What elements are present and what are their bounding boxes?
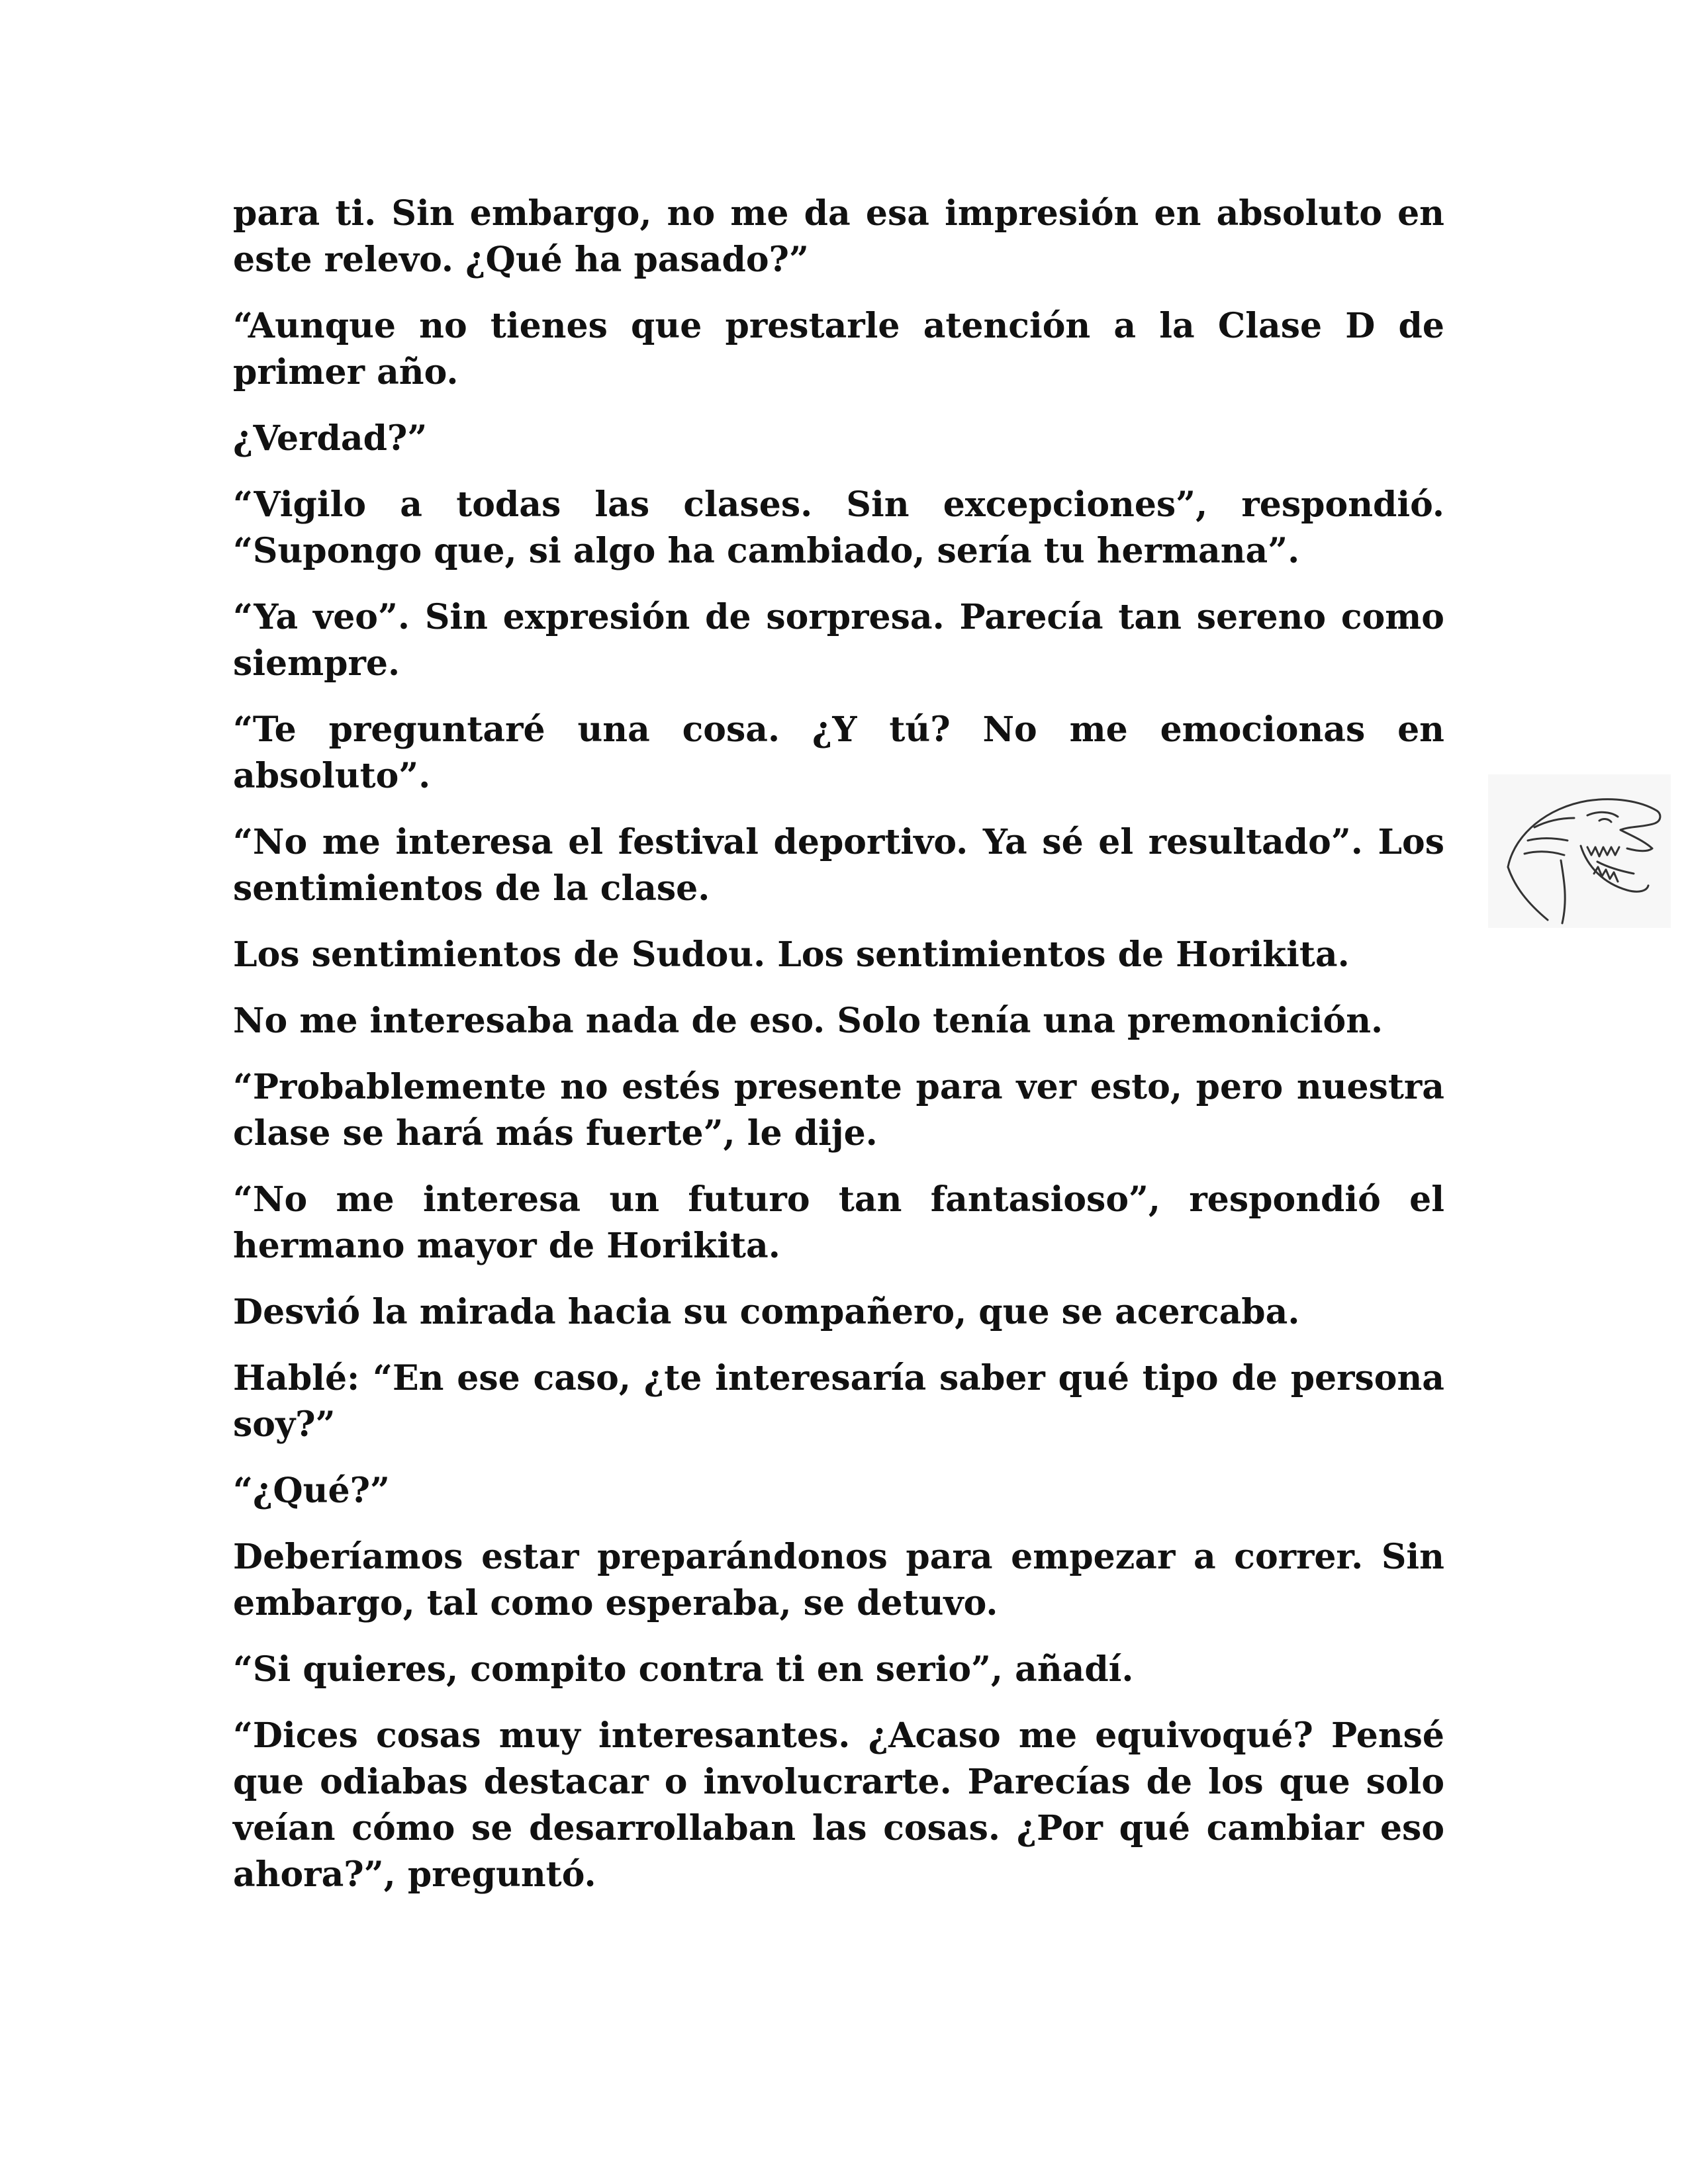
paragraph: “Aunque no tienes que prestarle atención a la Clase D de primer año. xyxy=(233,306,1444,392)
paragraph: “Ya veo”. Sin expresión de sorpresa. Parecía tan sereno como siempre. xyxy=(233,597,1444,684)
paragraph: Desvió la mirada hacia su compañero, que se acercaba. xyxy=(233,1292,1300,1332)
paragraph: Deberíamos estar preparándonos para empezar a correr. Sin embargo, tal como esperaba, se detuvo. xyxy=(233,1537,1444,1623)
paragraph: “Dices cosas muy interesantes. ¿Acaso me equivoqué? Pensé que odiabas destacar o involucrarte. Parecías de los que solo veían cómo se desarrollaban las cosas. ¿Por qué cambiar eso ahora?”, preguntó. xyxy=(233,1715,1444,1895)
paragraph: “Si quieres, compito contra ti en serio”, añadí. xyxy=(233,1649,1134,1690)
paragraph: “No me interesa un futuro tan fantasioso”, respondió el hermano mayor de Horikita. xyxy=(233,1179,1444,1266)
paragraph: Los sentimientos de Sudou. Los sentimientos de Horikita. xyxy=(233,934,1350,975)
paragraph: “¿Qué?” xyxy=(233,1471,390,1511)
paragraph: “Probablemente no estés presente para ver esto, pero nuestra clase se hará más fuerte”, le dije. xyxy=(233,1067,1444,1154)
dinosaur-head-sketch-icon xyxy=(1488,774,1671,928)
paragraph: “Vigilo a todas las clases. Sin excepciones”, respondió. “Supongo que, si algo ha cambiado, sería tu hermana”. xyxy=(233,484,1444,571)
paragraph: Hablé: “En ese caso, ¿te interesaría saber qué tipo de persona soy?” xyxy=(233,1358,1444,1445)
paragraph: ¿Verdad?” xyxy=(233,418,428,459)
paragraph: “No me interesa el festival deportivo. Ya sé el resultado”. Los sentimientos de la clase. xyxy=(233,822,1444,909)
paragraph: para ti. Sin embargo, no me da esa impresión en absoluto en este relevo. ¿Qué ha pasado?” xyxy=(233,193,1444,280)
paragraph: “Te preguntaré una cosa. ¿Y tú? No me emocionas en absoluto”. xyxy=(233,709,1444,796)
paragraph: No me interesaba nada de eso. Solo tenía una premonición. xyxy=(233,1001,1383,1041)
document-body xyxy=(233,191,1444,1918)
